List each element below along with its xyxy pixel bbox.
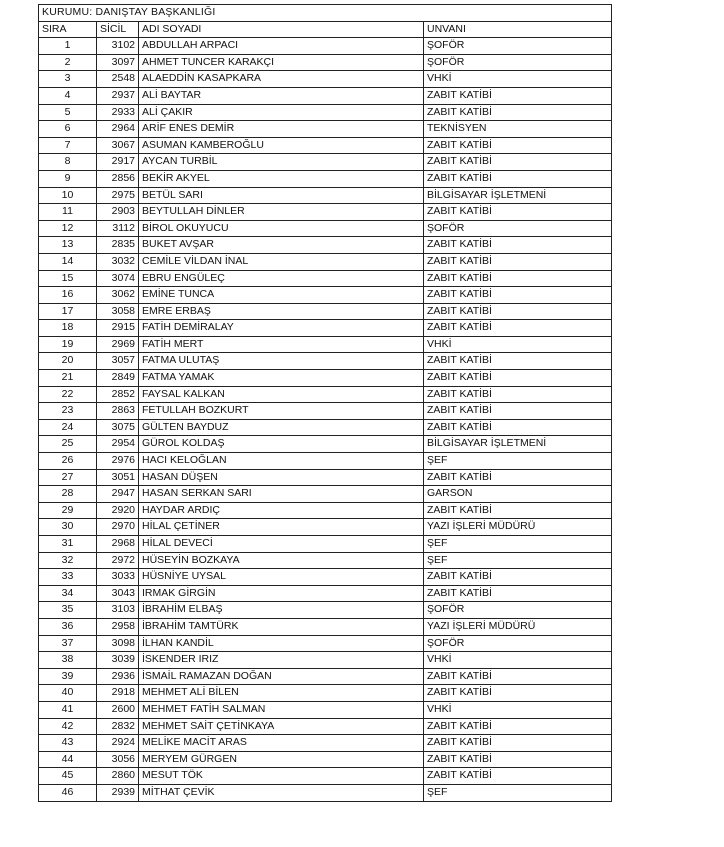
- cell-name: FATİH MERT: [139, 336, 424, 353]
- table-row: [39, 370, 612, 387]
- cell-sira: 37: [39, 635, 97, 652]
- table-row: [39, 701, 612, 718]
- cell-name: EMRE ERBAŞ: [139, 303, 424, 320]
- cell-sira: 30: [39, 519, 97, 536]
- cell-name: BUKET AVŞAR: [139, 237, 424, 254]
- cell-sicil: 3074: [97, 270, 139, 287]
- table-row: [39, 353, 612, 370]
- cell-sira: 11: [39, 204, 97, 221]
- table-row: [39, 668, 612, 685]
- cell-title: YAZI İŞLERİ MÜDÜRÜ: [424, 618, 612, 635]
- cell-title: ZABIT KATİBİ: [424, 585, 612, 602]
- cell-sicil: 2968: [97, 536, 139, 553]
- staff-table-body: [39, 5, 612, 802]
- table-row: [39, 569, 612, 586]
- cell-sira: 17: [39, 303, 97, 320]
- cell-name: MERYEM GÜRGEN: [139, 751, 424, 768]
- table-row: [39, 436, 612, 453]
- cell-sira: 28: [39, 486, 97, 503]
- cell-sira: 35: [39, 602, 97, 619]
- cell-sicil: 2937: [97, 87, 139, 104]
- cell-name: HAYDAR ARDIÇ: [139, 502, 424, 519]
- cell-sira: 26: [39, 453, 97, 470]
- cell-sicil: 3051: [97, 469, 139, 486]
- cell-name: ALAEDDİN KASAPKARA: [139, 71, 424, 88]
- cell-sicil: 3067: [97, 137, 139, 154]
- cell-sicil: 2548: [97, 71, 139, 88]
- cell-name: IRMAK GİRGİN: [139, 585, 424, 602]
- table-row: [39, 137, 612, 154]
- cell-sicil: 3102: [97, 38, 139, 55]
- cell-sira: 16: [39, 287, 97, 304]
- cell-name: İSMAİL RAMAZAN DOĞAN: [139, 668, 424, 685]
- cell-sicil: 2975: [97, 187, 139, 204]
- cell-sicil: 2832: [97, 718, 139, 735]
- cell-title: ZABIT KATİBİ: [424, 735, 612, 752]
- table-row: [39, 253, 612, 270]
- cell-sicil: 3097: [97, 54, 139, 71]
- cell-sicil: 2918: [97, 685, 139, 702]
- cell-sira: 18: [39, 320, 97, 337]
- table-row: [39, 287, 612, 304]
- cell-sicil: 2954: [97, 436, 139, 453]
- cell-sira: 1: [39, 38, 97, 55]
- cell-sira: 13: [39, 237, 97, 254]
- cell-sira: 25: [39, 436, 97, 453]
- cell-title: ZABIT KATİBİ: [424, 104, 612, 121]
- cell-name: MEHMET SAİT ÇETİNKAYA: [139, 718, 424, 735]
- cell-sicil: 2835: [97, 237, 139, 254]
- cell-title: TEKNİSYEN: [424, 121, 612, 138]
- cell-name: BEKİR AKYEL: [139, 170, 424, 187]
- cell-name: İBRAHİM TAMTÜRK: [139, 618, 424, 635]
- header-name: ADI SOYADI: [139, 21, 424, 38]
- cell-sicil: 3039: [97, 652, 139, 669]
- cell-sira: 9: [39, 170, 97, 187]
- cell-name: AHMET TUNCER KARAKÇI: [139, 54, 424, 71]
- cell-sicil: 3057: [97, 353, 139, 370]
- table-row: [39, 635, 612, 652]
- cell-sira: 45: [39, 768, 97, 785]
- table-row: [39, 38, 612, 55]
- table-row: [39, 751, 612, 768]
- table-row: [39, 469, 612, 486]
- cell-title: ZABIT KATİBİ: [424, 137, 612, 154]
- table-row: [39, 735, 612, 752]
- table-row: [39, 718, 612, 735]
- cell-sira: 36: [39, 618, 97, 635]
- cell-sicil: 2600: [97, 701, 139, 718]
- cell-title: ŞOFÖR: [424, 602, 612, 619]
- table-row: [39, 121, 612, 138]
- cell-title: VHKİ: [424, 336, 612, 353]
- table-row: [39, 303, 612, 320]
- cell-sicil: 3032: [97, 253, 139, 270]
- cell-sira: 4: [39, 87, 97, 104]
- cell-title: ZABIT KATİBİ: [424, 718, 612, 735]
- table-row: [39, 403, 612, 420]
- cell-title: ZABIT KATİBİ: [424, 386, 612, 403]
- cell-title: ZABIT KATİBİ: [424, 303, 612, 320]
- header-sira: SIRA: [39, 21, 97, 38]
- cell-sira: 31: [39, 536, 97, 553]
- cell-sira: 33: [39, 569, 97, 586]
- table-row: [39, 87, 612, 104]
- cell-title: ZABIT KATİBİ: [424, 353, 612, 370]
- cell-sira: 8: [39, 154, 97, 171]
- staff-table: [38, 4, 612, 802]
- cell-sicil: 3056: [97, 751, 139, 768]
- cell-name: HASAN DÜŞEN: [139, 469, 424, 486]
- table-row: [39, 187, 612, 204]
- table-row: [39, 536, 612, 553]
- cell-name: FAYSAL KALKAN: [139, 386, 424, 403]
- cell-name: MELİKE MACİT ARAS: [139, 735, 424, 752]
- cell-title: ŞOFÖR: [424, 38, 612, 55]
- cell-name: İBRAHİM ELBAŞ: [139, 602, 424, 619]
- cell-title: YAZI İŞLERİ MÜDÜRÜ: [424, 519, 612, 536]
- cell-name: FETULLAH BOZKURT: [139, 403, 424, 420]
- table-row: [39, 204, 612, 221]
- cell-sira: 10: [39, 187, 97, 204]
- cell-sicil: 2852: [97, 386, 139, 403]
- table-row: [39, 237, 612, 254]
- cell-name: HÜSEYİN BOZKAYA: [139, 552, 424, 569]
- cell-sicil: 2856: [97, 170, 139, 187]
- cell-sicil: 2969: [97, 336, 139, 353]
- cell-sicil: 3058: [97, 303, 139, 320]
- cell-sicil: 3075: [97, 419, 139, 436]
- cell-name: FATİH DEMİRALAY: [139, 320, 424, 337]
- cell-title: VHKİ: [424, 652, 612, 669]
- cell-sicil: 3062: [97, 287, 139, 304]
- cell-sicil: 2970: [97, 519, 139, 536]
- cell-sicil: 2849: [97, 370, 139, 387]
- cell-sira: 14: [39, 253, 97, 270]
- cell-sira: 22: [39, 386, 97, 403]
- cell-name: MEHMET ALİ BİLEN: [139, 685, 424, 702]
- cell-sira: 44: [39, 751, 97, 768]
- cell-sicil: 2939: [97, 784, 139, 801]
- cell-sira: 12: [39, 220, 97, 237]
- cell-sira: 21: [39, 370, 97, 387]
- header-sicil: SİCİL: [97, 21, 139, 38]
- cell-sira: 43: [39, 735, 97, 752]
- cell-sira: 19: [39, 336, 97, 353]
- cell-name: HÜSNİYE UYSAL: [139, 569, 424, 586]
- table-row: [39, 685, 612, 702]
- cell-title: ZABIT KATİBİ: [424, 237, 612, 254]
- cell-title: ZABIT KATİBİ: [424, 170, 612, 187]
- table-row: [39, 585, 612, 602]
- cell-title: ZABIT KATİBİ: [424, 469, 612, 486]
- cell-title: ŞEF: [424, 453, 612, 470]
- cell-title: ZABIT KATİBİ: [424, 320, 612, 337]
- table-row: [39, 270, 612, 287]
- table-row: [39, 486, 612, 503]
- cell-sira: 6: [39, 121, 97, 138]
- cell-sicil: 3103: [97, 602, 139, 619]
- cell-sira: 27: [39, 469, 97, 486]
- cell-sicil: 2915: [97, 320, 139, 337]
- cell-title: ZABIT KATİBİ: [424, 685, 612, 702]
- cell-sicil: 2920: [97, 502, 139, 519]
- table-row: [39, 618, 612, 635]
- cell-title: ZABIT KATİBİ: [424, 154, 612, 171]
- cell-sira: 39: [39, 668, 97, 685]
- cell-title: ZABIT KATİBİ: [424, 287, 612, 304]
- cell-name: ASUMAN KAMBEROĞLU: [139, 137, 424, 154]
- institution-title: KURUMU: DANIŞTAY BAŞKANLIĞI: [39, 5, 612, 22]
- table-row: [39, 220, 612, 237]
- cell-name: HİLAL DEVECİ: [139, 536, 424, 553]
- table-row: [39, 54, 612, 71]
- cell-name: CEMİLE VİLDAN İNAL: [139, 253, 424, 270]
- cell-name: ALİ BAYTAR: [139, 87, 424, 104]
- cell-name: ABDULLAH ARPACI: [139, 38, 424, 55]
- cell-sicil: 2972: [97, 552, 139, 569]
- cell-name: EMİNE TUNCA: [139, 287, 424, 304]
- cell-sicil: 2933: [97, 104, 139, 121]
- cell-title: ZABIT KATİBİ: [424, 87, 612, 104]
- cell-title: GARSON: [424, 486, 612, 503]
- cell-name: HACI KELOĞLAN: [139, 453, 424, 470]
- cell-sira: 46: [39, 784, 97, 801]
- cell-title: ŞOFÖR: [424, 54, 612, 71]
- cell-name: MEHMET FATİH SALMAN: [139, 701, 424, 718]
- cell-title: BİLGİSAYAR İŞLETMENİ: [424, 187, 612, 204]
- header-row: [39, 21, 612, 38]
- table-row: [39, 170, 612, 187]
- cell-name: AYCAN TURBİL: [139, 154, 424, 171]
- cell-title: ZABIT KATİBİ: [424, 569, 612, 586]
- staff-list-sheet: [38, 4, 611, 802]
- cell-sicil: 2976: [97, 453, 139, 470]
- cell-sira: 32: [39, 552, 97, 569]
- cell-title: ŞEF: [424, 536, 612, 553]
- cell-name: FATMA ULUTAŞ: [139, 353, 424, 370]
- table-row: [39, 552, 612, 569]
- cell-name: BEYTULLAH DİNLER: [139, 204, 424, 221]
- cell-sicil: 2903: [97, 204, 139, 221]
- cell-name: HASAN SERKAN SARI: [139, 486, 424, 503]
- cell-name: ARİF ENES DEMİR: [139, 121, 424, 138]
- cell-title: ŞOFÖR: [424, 635, 612, 652]
- cell-name: BİROL OKUYUCU: [139, 220, 424, 237]
- cell-sira: 20: [39, 353, 97, 370]
- cell-title: ZABIT KATİBİ: [424, 419, 612, 436]
- cell-name: ALİ ÇAKIR: [139, 104, 424, 121]
- table-row: [39, 320, 612, 337]
- cell-title: ZABIT KATİBİ: [424, 768, 612, 785]
- cell-sicil: 3033: [97, 569, 139, 586]
- cell-title: ŞEF: [424, 552, 612, 569]
- table-row: [39, 768, 612, 785]
- cell-name: FATMA YAMAK: [139, 370, 424, 387]
- cell-title: ZABIT KATİBİ: [424, 270, 612, 287]
- cell-sira: 40: [39, 685, 97, 702]
- institution-title-row: [39, 5, 612, 22]
- cell-sicil: 3112: [97, 220, 139, 237]
- cell-sicil: 2947: [97, 486, 139, 503]
- cell-sira: 41: [39, 701, 97, 718]
- cell-name: MİTHAT ÇEVİK: [139, 784, 424, 801]
- table-row: [39, 336, 612, 353]
- cell-sicil: 2924: [97, 735, 139, 752]
- cell-title: ZABIT KATİBİ: [424, 370, 612, 387]
- table-row: [39, 502, 612, 519]
- table-row: [39, 784, 612, 801]
- table-row: [39, 602, 612, 619]
- cell-sicil: 3043: [97, 585, 139, 602]
- table-row: [39, 71, 612, 88]
- cell-sicil: 2863: [97, 403, 139, 420]
- cell-sicil: 3098: [97, 635, 139, 652]
- cell-name: MESUT TÖK: [139, 768, 424, 785]
- cell-sira: 38: [39, 652, 97, 669]
- cell-sira: 29: [39, 502, 97, 519]
- table-row: [39, 519, 612, 536]
- cell-title: ZABIT KATİBİ: [424, 668, 612, 685]
- cell-sira: 7: [39, 137, 97, 154]
- cell-sira: 15: [39, 270, 97, 287]
- cell-title: ŞEF: [424, 784, 612, 801]
- cell-sira: 34: [39, 585, 97, 602]
- cell-sicil: 2958: [97, 618, 139, 635]
- header-title: UNVANI: [424, 21, 612, 38]
- cell-sira: 2: [39, 54, 97, 71]
- cell-sicil: 2860: [97, 768, 139, 785]
- cell-sira: 23: [39, 403, 97, 420]
- table-row: [39, 154, 612, 171]
- cell-name: EBRU ENGÜLEÇ: [139, 270, 424, 287]
- cell-sicil: 2964: [97, 121, 139, 138]
- table-row: [39, 419, 612, 436]
- table-row: [39, 453, 612, 470]
- cell-sira: 24: [39, 419, 97, 436]
- table-row: [39, 652, 612, 669]
- cell-sira: 3: [39, 71, 97, 88]
- cell-title: ZABIT KATİBİ: [424, 204, 612, 221]
- cell-name: GÜLTEN BAYDUZ: [139, 419, 424, 436]
- cell-title: BİLGİSAYAR İŞLETMENİ: [424, 436, 612, 453]
- table-row: [39, 104, 612, 121]
- cell-title: ZABIT KATİBİ: [424, 403, 612, 420]
- cell-title: ŞOFÖR: [424, 220, 612, 237]
- cell-name: İSKENDER IRIZ: [139, 652, 424, 669]
- cell-sicil: 2917: [97, 154, 139, 171]
- table-row: [39, 386, 612, 403]
- cell-name: İLHAN KANDİL: [139, 635, 424, 652]
- cell-title: ZABIT KATİBİ: [424, 502, 612, 519]
- cell-sicil: 2936: [97, 668, 139, 685]
- cell-title: ZABIT KATİBİ: [424, 751, 612, 768]
- cell-sira: 42: [39, 718, 97, 735]
- cell-title: ZABIT KATİBİ: [424, 253, 612, 270]
- cell-name: HİLAL ÇETİNER: [139, 519, 424, 536]
- cell-title: VHKİ: [424, 71, 612, 88]
- cell-sira: 5: [39, 104, 97, 121]
- cell-name: GÜROL KOLDAŞ: [139, 436, 424, 453]
- cell-title: VHKİ: [424, 701, 612, 718]
- cell-name: BETÜL SARI: [139, 187, 424, 204]
